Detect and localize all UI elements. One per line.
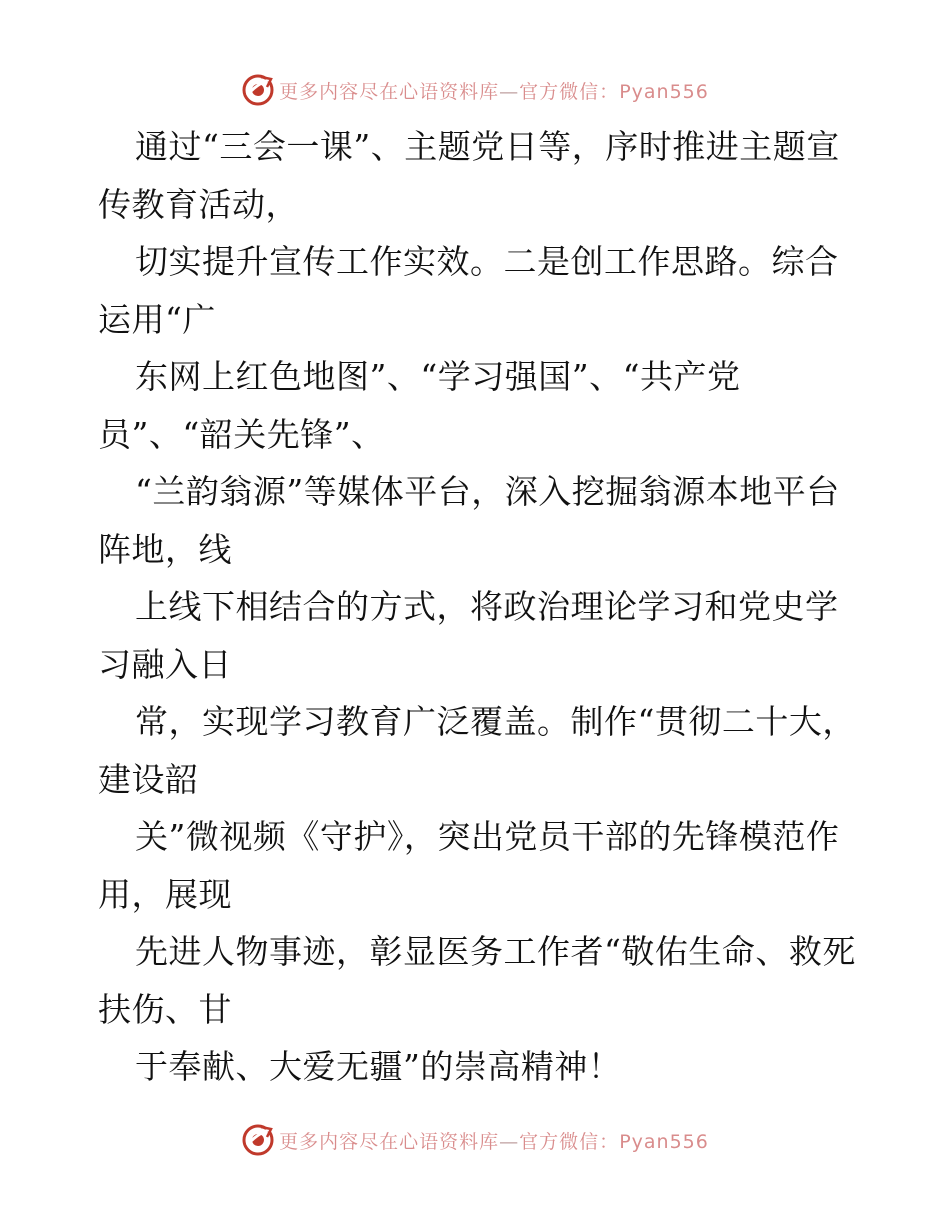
header-watermark-banner: [0, 70, 950, 110]
body-text: [98, 118, 858, 1096]
paragraph-1: 通过“三会一课”、主题党日等，序时推进主题宣传教育活动，: [98, 127, 840, 224]
brand-logo-icon: [241, 73, 275, 107]
paragraph-9: 于奉献、大爱无疆”的崇高精神！: [135, 1047, 622, 1086]
paragraph-2: 切实提升宣传工作实效。二是创工作思路。综合运用“广: [98, 242, 839, 339]
footer-watermark-banner: [0, 1120, 950, 1160]
header-banner-text: 更多内容尽在心语资料库—官方微信：Pyan556: [279, 80, 709, 103]
paragraph-5: 上线下相结合的方式，将政治理论学习和党史学习融入日: [98, 587, 839, 684]
paragraph-6: 常，实现学习教育广泛覆盖。制作“贯彻二十大，建设韶: [98, 702, 856, 799]
footer-banner-text: 更多内容尽在心语资料库—官方微信：Pyan556: [279, 1130, 709, 1153]
paragraph-3: 东网上红色地图”、“学习强国”、“共产党员”、“韶关先锋”、: [98, 357, 741, 454]
paragraph-8: 先进人物事迹，彰显医务工作者“敬佑生命、救死扶伤、甘: [98, 932, 856, 1029]
brand-logo-icon: [241, 1123, 275, 1157]
footer-wechat-id: Pyan556: [619, 1130, 709, 1153]
paragraph-4: “兰韵翁源”等媒体平台，深入挖掘翁源本地平台阵地，线: [98, 472, 840, 569]
header-wechat-id: Pyan556: [619, 80, 709, 103]
paragraph-7: 关”微视频《守护》，突出党员干部的先锋模范作用，展现: [98, 817, 840, 914]
